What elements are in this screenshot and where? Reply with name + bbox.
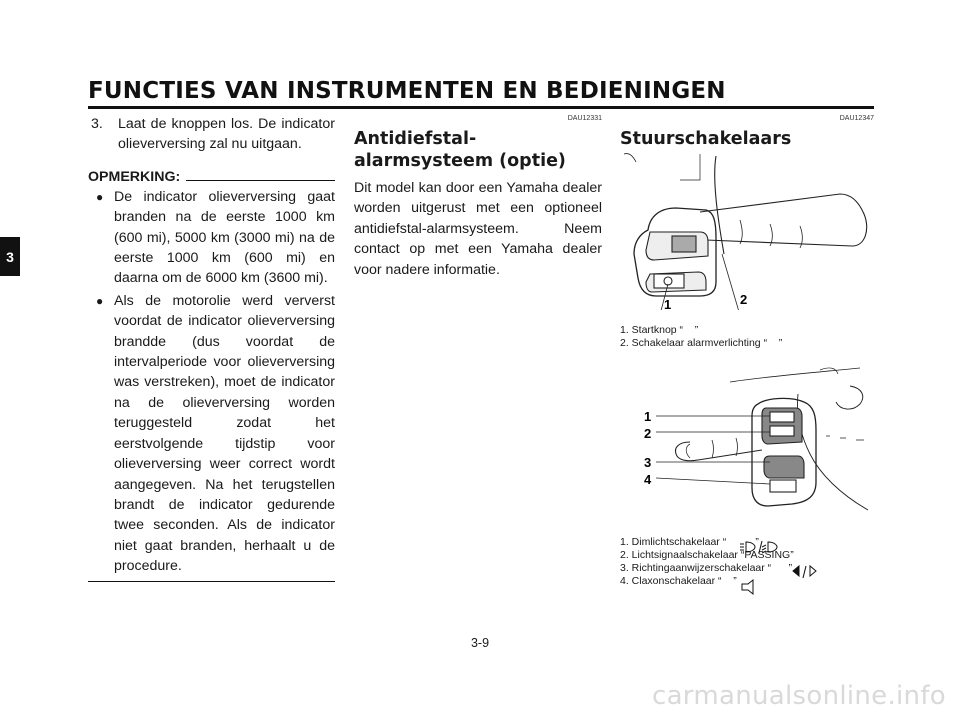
section-title: Stuurschakelaars	[620, 129, 792, 149]
note-bullet	[88, 291, 335, 577]
caption-line: 4. Claxonschakelaar “ ”	[620, 575, 737, 587]
watermark-link[interactable]: carmanualsonline.info	[651, 681, 946, 711]
page-header-title: FUNCTIES VAN INSTRUMENTEN EN BEDIENINGEN	[88, 78, 726, 104]
note-bullet	[88, 187, 335, 289]
step-3	[91, 114, 335, 155]
figure-2-captions	[620, 536, 874, 588]
note-bullet-text: Als de motorolie werd ververst voordat de indicator olieverversing brandde (dus voordat de intervalperiode voor olieverversing was verstreken), moet de indicator na de olieverversing worden teruggesteld zodat het eerstvolgende tijdstip voor olieverversing weer correct wordt aangegeven. Na het terugstellen brandt de indicator gedurende twee seconden. Als de indicator niet gaat branden, herhaalt u de procedure.	[114, 292, 335, 575]
figure-1-captions	[620, 324, 874, 350]
note-bullet-text: De indicator olieverversing gaat branden na de eerste 1000 km (600 mi), 5000 km (3000 mi) na de eerste 1000 km (600 mi) en daarna om de 6000 km (3600 mi).	[114, 188, 335, 287]
callout-3: 3	[644, 455, 652, 470]
note-heading-rule	[186, 180, 335, 181]
step-text: Laat de knoppen los. De indicator olieverversing zal nu uitgaan.	[118, 116, 335, 153]
figure-start-switch	[620, 150, 874, 310]
callout-1: 1	[644, 409, 652, 424]
figure-handlebar-switches	[620, 364, 874, 524]
section-code: DAU12347	[839, 115, 874, 122]
callout-4: 4	[644, 472, 652, 487]
bullet-icon: ●	[96, 189, 104, 204]
callout-1: 1	[664, 297, 672, 310]
note-end-rule	[88, 581, 335, 582]
chapter-tab	[0, 237, 20, 276]
caption-line: 2. Lichtsignaalschakelaar “PASSING”	[620, 549, 794, 561]
caption-line: 1. Dimlichtschakelaar “ ”	[620, 536, 759, 548]
caption-line: 3. Richtingaanwijzerschakelaar “ ”	[620, 562, 793, 574]
section-code: DAU12331	[567, 115, 602, 122]
bullet-icon: ●	[96, 293, 104, 308]
step-number: 3.	[91, 116, 103, 132]
caption-line: 2. Schakelaar alarmverlichting “ ”	[620, 337, 783, 349]
header-rule	[88, 106, 874, 109]
section-title: Antidiefstal-alarmsysteem (optie)	[354, 129, 566, 171]
note-label: OPMERKING:	[88, 168, 181, 185]
column-right	[620, 114, 874, 588]
page-number: 3-9	[470, 636, 490, 650]
callout-2: 2	[740, 292, 748, 307]
callout-2: 2	[644, 426, 652, 441]
column-middle	[354, 114, 602, 280]
section-text: Dit model kan door een Yamaha dealer worden uitgerust met een optioneel antidiefstal-alarmsysteem. Neem contact op met een Yamaha dealer voor nadere informatie.	[354, 180, 602, 278]
column-left	[88, 114, 335, 582]
caption-line: 1. Startknop “ ”	[620, 324, 699, 336]
note-heading	[88, 169, 335, 185]
chapter-number: 3	[6, 248, 14, 265]
